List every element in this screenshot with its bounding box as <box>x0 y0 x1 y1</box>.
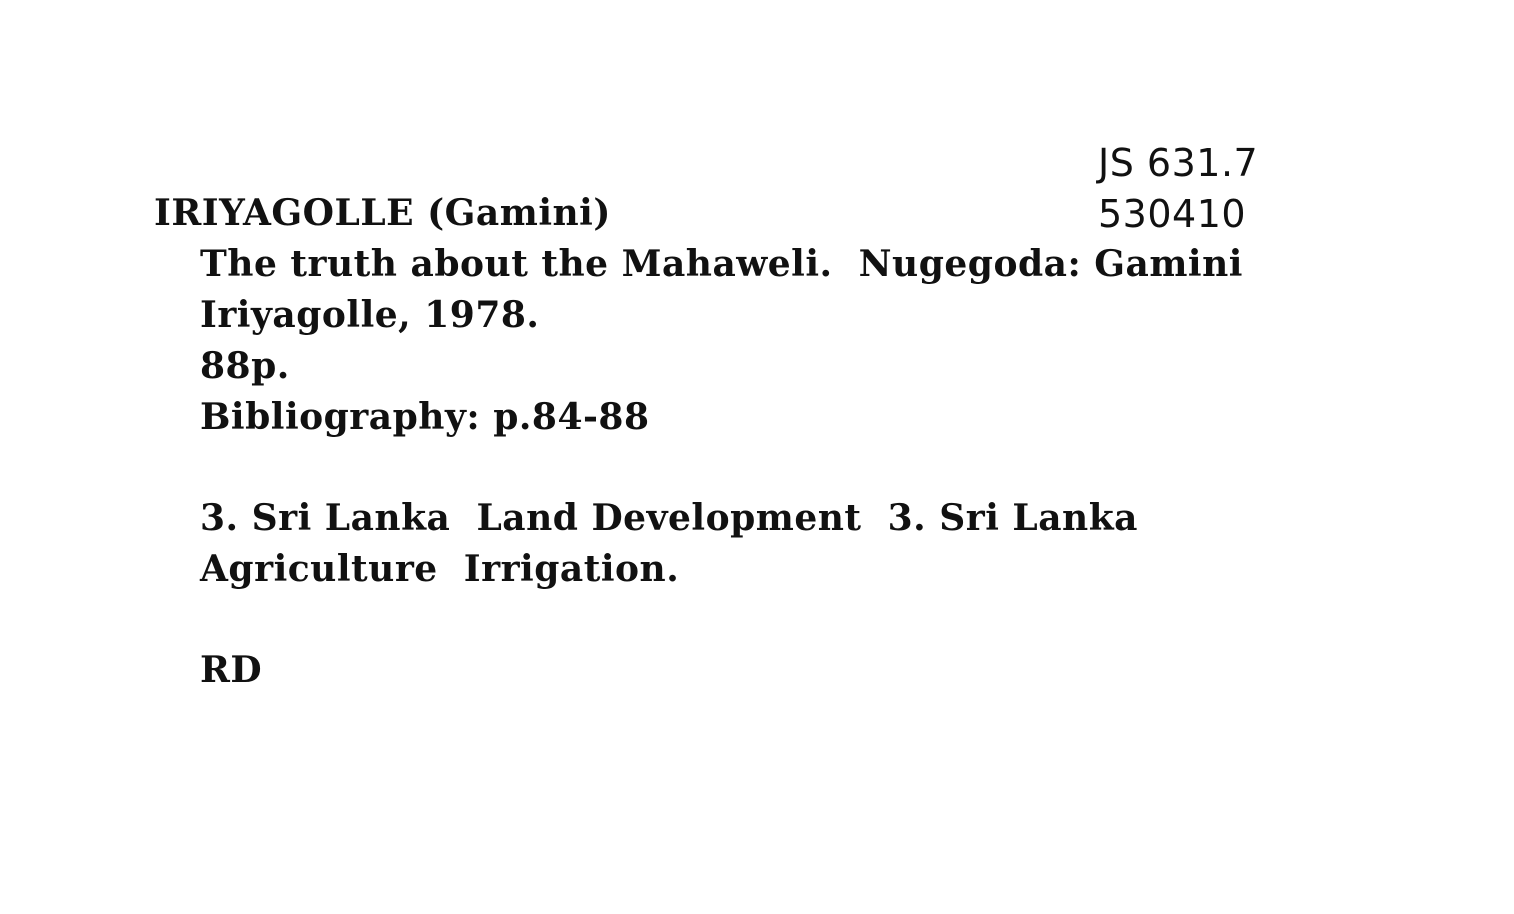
author-heading: IRIYAGOLLE (Gamini) <box>154 192 611 234</box>
accession-number: 530410 <box>1098 192 1247 236</box>
call-number <box>1098 138 1258 240</box>
cataloger-initials: RD <box>200 649 263 691</box>
title-line-2: Iriyagolle, 1978. <box>200 294 540 336</box>
collation: 88p. <box>200 345 290 387</box>
call-number-class: JS 631.7 <box>1098 141 1259 185</box>
subjects-line-1: 3. Sri Lanka Land Development 3. Sri Lanka <box>200 497 1138 539</box>
bibliography-note: Bibliography: p.84-88 <box>200 396 650 438</box>
subjects-line-2: Agriculture Irrigation. <box>200 548 680 590</box>
title-line-1: The truth about the Mahaweli. Nugegoda: Gamini <box>200 243 1243 285</box>
